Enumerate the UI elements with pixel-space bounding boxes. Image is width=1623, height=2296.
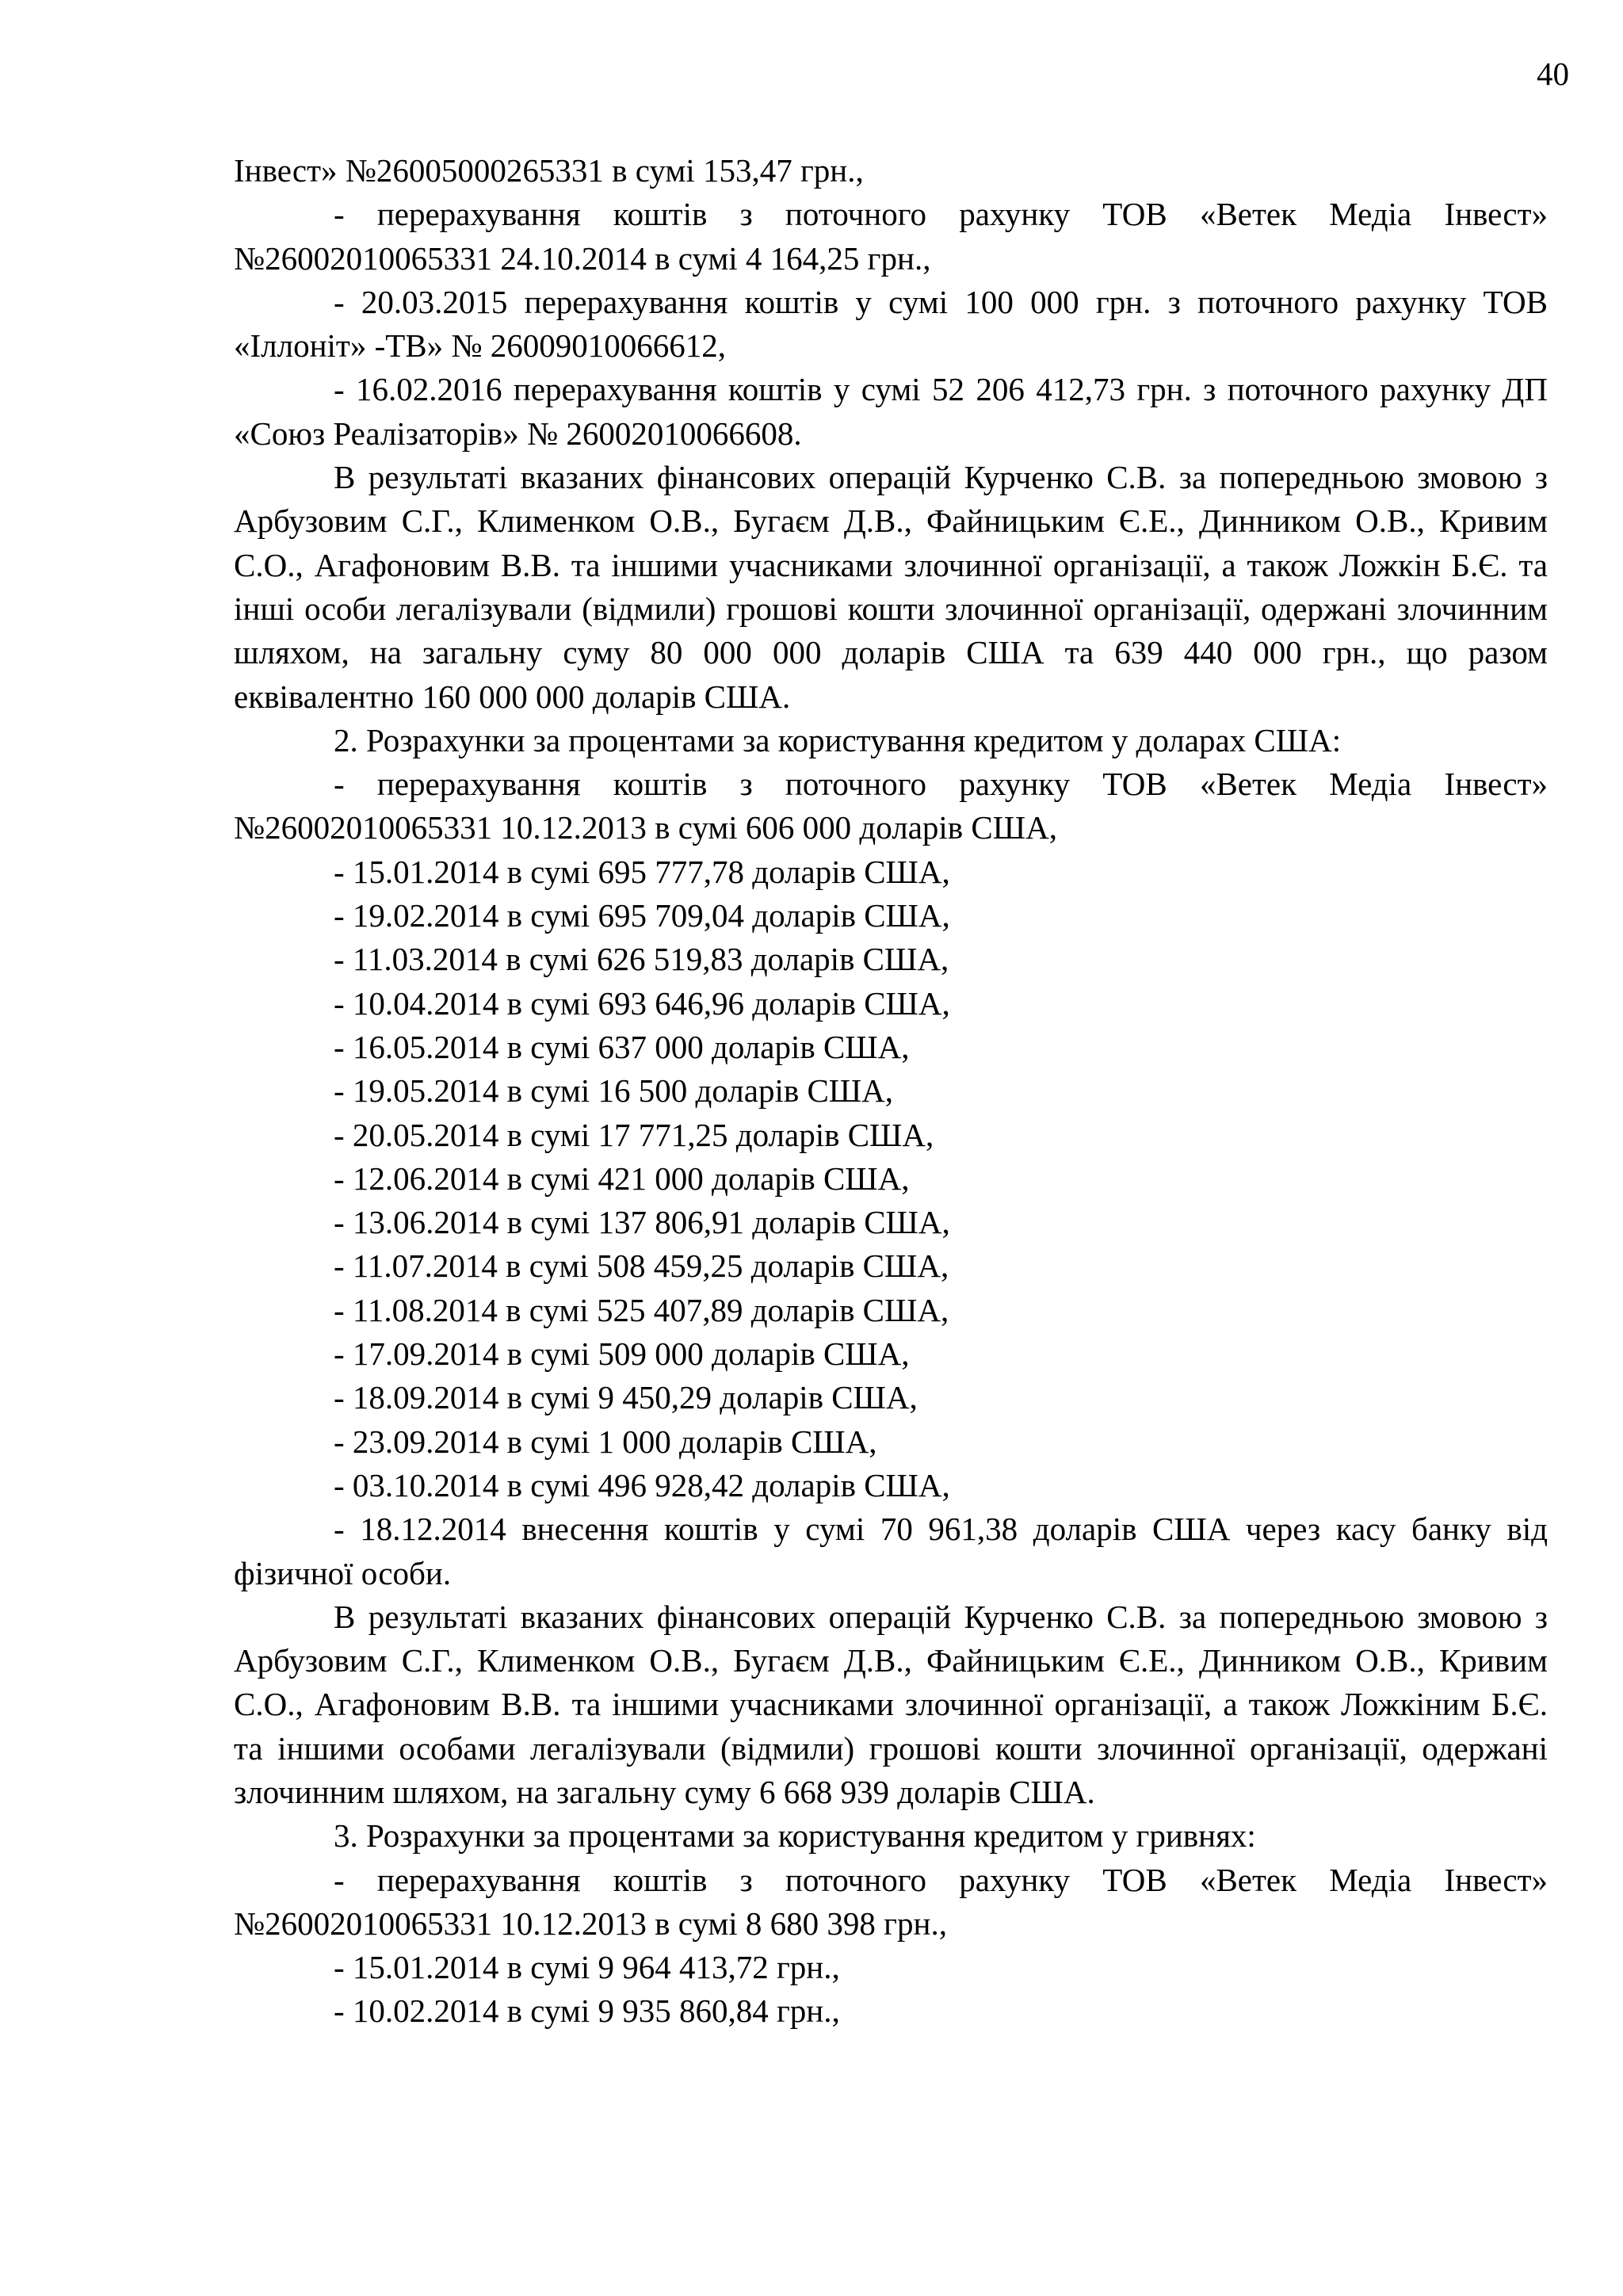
paragraph: Інвест» №26005000265331 в сумі 153,47 грн., <box>234 152 864 189</box>
paragraph: - перерахування коштів з поточного рахунку ТОВ «Ветек Медіа Інвест» №26002010065331 10.12.2013 в сумі 8 680 398 грн., <box>234 1861 1548 1942</box>
paragraph: 2. Розрахунки за процентами за користування кредитом у доларах США: <box>334 721 1342 758</box>
paragraph: - 10.02.2014 в сумі 9 935 860,84 грн., <box>334 1992 840 2030</box>
paragraph: - 19.05.2014 в сумі 16 500 доларів США, <box>334 1072 894 1110</box>
paragraph: - 11.08.2014 в сумі 525 407,89 доларів США, <box>334 1291 949 1328</box>
paragraph: - 16.05.2014 в сумі 637 000 доларів США, <box>334 1028 910 1065</box>
paragraph: - 19.02.2014 в сумі 695 709,04 доларів США, <box>334 897 950 934</box>
page-number: 40 <box>1537 55 1569 92</box>
paragraph: - перерахування коштів з поточного рахунку ТОВ «Ветек Медіа Інвест» №26002010065331 10.12.2013 в сумі 606 000 доларів США, <box>234 766 1548 846</box>
paragraph: В результаті вказаних фінансових операцій Курченко С.В. за попередньою змовою з Арбузовим С.Г., Клименком О.В., Бугаєм Д.В., Файницьким Є.Е., Динником О.В., Кривим С.О., Агафоновим В.В. та іншими учасниками злочинної організації, а також Ложкіним Б.Є. та іншими особами легалізували (відмили) грошові кошти злочинної організації, одержані злочинним шляхом, на загальну суму 6 668 939 доларів США. <box>234 1598 1548 1810</box>
paragraph: - 18.12.2014 внесення коштів у сумі 70 961,38 доларів США через касу банку від фізичної особи. <box>234 1511 1548 1591</box>
paragraph: - 10.04.2014 в сумі 693 646,96 доларів США, <box>334 984 950 1022</box>
paragraph: - 23.09.2014 в сумі 1 000 доларів США, <box>334 1423 877 1460</box>
paragraph: - 18.09.2014 в сумі 9 450,29 доларів США, <box>334 1379 918 1416</box>
paragraph: - 11.03.2014 в сумі 626 519,83 доларів США, <box>334 941 949 978</box>
paragraph: - перерахування коштів з поточного рахунку ТОВ «Ветек Медіа Інвест» №26002010065331 24.10.2014 в сумі 4 164,25 грн., <box>234 196 1548 277</box>
paragraph: - 11.07.2014 в сумі 508 459,25 доларів США, <box>334 1247 949 1285</box>
paragraph: - 15.01.2014 в сумі 695 777,78 доларів США, <box>334 853 950 890</box>
paragraph: - 20.03.2015 перерахування коштів у сумі 100 000 грн. з поточного рахунку ТОВ «Іллоніт» -ТВ» № 26009010066612, <box>234 283 1548 365</box>
paragraph: - 12.06.2014 в сумі 421 000 доларів США, <box>334 1159 910 1197</box>
paragraph: - 15.01.2014 в сумі 9 964 413,72 грн., <box>334 1949 840 1986</box>
paragraph: В результаті вказаних фінансових операцій Курченко С.В. за попередньою змовою з Арбузовим С.Г., Клименком О.В., Бугаєм Д.В., Файницьким Є.Е., Динником О.В., Кривим С.О., Агафоновим В.В. та іншими учасниками злочинної організації, а також Ложкін Б.Є. та інші особи легалізували (відмили) грошові кошти злочинної організації, одержані злочинним шляхом, на загальну суму 80 000 000 доларів США та 639 440 000 грн., що разом еквівалентно 160 000 000 доларів США. <box>234 459 1548 715</box>
paragraph: - 16.02.2016 перерахування коштів у сумі 52 206 412,73 грн. з поточного рахунку ДП «Союз Реалізаторів» № 26002010066608. <box>234 371 1548 452</box>
paragraph: - 03.10.2014 в сумі 496 928,42 доларів США, <box>334 1466 950 1503</box>
document-body <box>234 149 1548 2034</box>
paragraph: - 17.09.2014 в сумі 509 000 доларів США, <box>334 1335 910 1373</box>
paragraph: - 13.06.2014 в сумі 137 806,91 доларів США, <box>334 1204 950 1241</box>
paragraph: - 20.05.2014 в сумі 17 771,25 доларів США, <box>334 1116 934 1153</box>
paragraph: 3. Розрахунки за процентами за користування кредитом у гривнях: <box>334 1817 1256 1855</box>
